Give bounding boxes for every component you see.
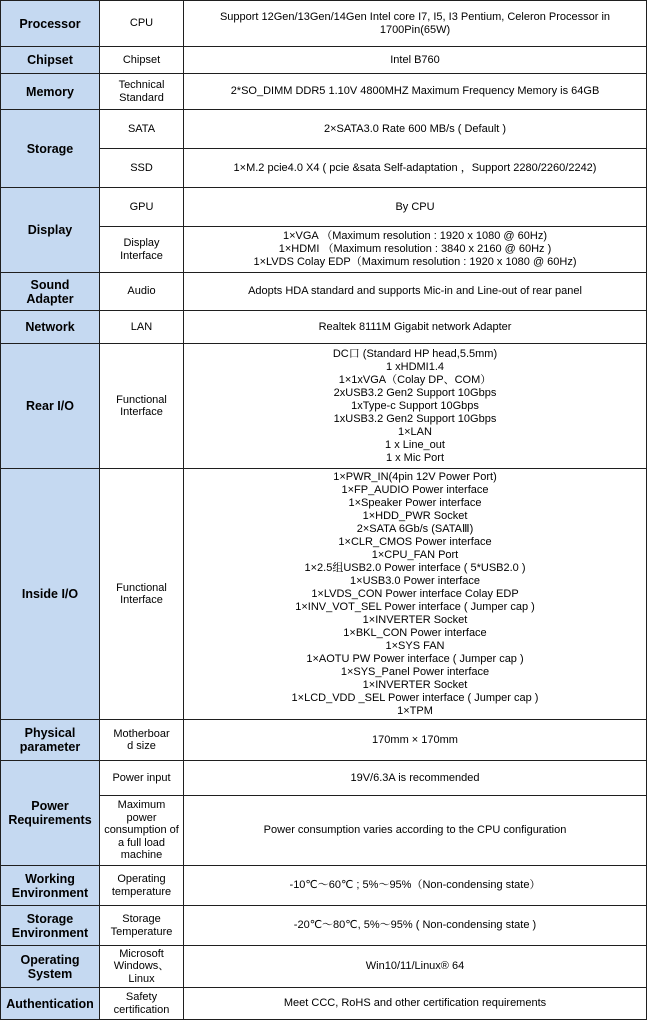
sub-line: Linux — [128, 972, 155, 985]
sub-line: a full load — [117, 836, 166, 849]
sub-chipset: Chipset — [100, 47, 184, 74]
sub-line: certification — [113, 1003, 170, 1016]
row-processor — [1, 1, 647, 47]
category-working-environment — [1, 866, 100, 906]
value-line: 2xUSB3.2 Gen2 Support 10Gbps — [333, 386, 497, 399]
value-line: 1×USB3.0 Power interface — [350, 574, 480, 587]
value-line: 1700Pin(65W) — [379, 23, 451, 36]
category-sound — [1, 273, 100, 311]
category-line: System — [27, 966, 73, 981]
value-line: 1×HDMI （Maximum resolution : 3840 x 2160 @ 60Hz ) — [278, 243, 552, 255]
value-operating-system: Win10/11/Linux® 64 — [184, 946, 647, 988]
value-line: 1×LAN — [398, 425, 432, 438]
sub-power-input: Power input — [100, 761, 184, 796]
category-storage: Storage — [1, 110, 100, 188]
value-line: 2×SATA 6Gb/s (SATAⅢ) — [356, 522, 474, 535]
sub-line: Functional — [116, 393, 167, 406]
category-chipset: Chipset — [1, 47, 100, 74]
sub-technical-standard — [100, 74, 184, 110]
value-memory: 2*SO_DIMM DDR5 1.10V 4800MHZ Maximum Frequency Memory is 64GB — [184, 74, 647, 110]
sub-line: Windows、 — [113, 960, 170, 973]
value-line: 1×LVDS_CON Power interface Colay EDP — [311, 587, 519, 600]
sub-ssd: SSD — [100, 149, 184, 188]
sub-motherboard-size — [100, 720, 184, 761]
row-working-environment — [1, 866, 647, 906]
sub-display-interface — [100, 227, 184, 273]
sub-line: machine — [120, 849, 163, 862]
category-line: Physical — [24, 726, 76, 740]
sub-line: Functional — [116, 581, 167, 594]
category-line: parameter — [19, 740, 81, 754]
category-storage-environment — [1, 906, 100, 946]
category-display: Display — [1, 188, 100, 273]
value-line: 1×FP_AUDIO Power interface — [341, 483, 489, 496]
category-line: Sound — [30, 277, 70, 292]
value-lan: Realtek 8111M Gigabit network Adapter — [184, 311, 647, 344]
value-display-interface — [184, 227, 647, 273]
value-line: DC口 (Standard HP head,5.5mm) — [332, 347, 498, 360]
row-rear-io — [1, 344, 647, 469]
category-line: Power — [31, 799, 69, 813]
sub-storage-temperature — [100, 906, 184, 946]
sub-line: Standard — [119, 91, 164, 104]
sub-line: Storage — [122, 913, 161, 925]
sub-line: power — [126, 811, 157, 824]
value-line: 1×INVERTER Socket — [362, 613, 468, 626]
row-operating-system — [1, 946, 647, 988]
value-line: 1xUSB3.2 Gen2 Support 10Gbps — [333, 412, 497, 425]
value-line: 1×2.5组USB2.0 Power interface ( 5*USB2.0 ) — [304, 561, 526, 574]
value-chipset: Intel B760 — [184, 47, 647, 74]
value-line: 1×INV_VOT_SEL Power interface ( Jumper cap ) — [295, 600, 535, 613]
value-line: 1×SYS_Panel Power interface — [340, 665, 490, 678]
category-power — [1, 761, 100, 866]
row-authentication — [1, 988, 647, 1020]
value-line: 1 x Line_out — [385, 438, 445, 451]
category-line: Environment — [11, 885, 89, 900]
value-line: Support 12Gen/13Gen/14Gen Intel core I7, I5, I3 Pentium, Celeron Processor in — [219, 10, 611, 23]
sub-audio: Audio — [100, 273, 184, 311]
value-audio: Adopts HDA standard and supports Mic-in and Line-out of rear panel — [184, 273, 647, 311]
row-memory — [1, 74, 647, 110]
value-power-input: 19V/6.3A is recommended — [184, 761, 647, 796]
value-line: 1×SYS FAN — [385, 639, 445, 652]
sub-lan: LAN — [100, 311, 184, 344]
value-line: 1 x Mic Port — [385, 451, 445, 464]
value-sata: 2×SATA3.0 Rate 600 MB/s ( Default ) — [184, 110, 647, 149]
sub-safety-certification — [100, 988, 184, 1020]
row-power-input — [1, 761, 647, 796]
value-authentication: Meet CCC, RoHS and other certification requirements — [184, 988, 647, 1020]
sub-line: Microsoft — [119, 947, 164, 960]
value-line: 1×1xVGA（Colay DP、COM） — [338, 373, 492, 386]
sub-line: Interface — [120, 249, 163, 262]
category-line: Environment — [11, 925, 89, 940]
value-line: 1×BKL_CON Power interface — [343, 626, 487, 639]
category-line: Adapter — [26, 291, 74, 306]
sub-line: Interface — [120, 594, 163, 606]
value-line: 1×VGA （Maximum resolution : 1920 x 1080 @ 60Hz) — [283, 230, 547, 242]
row-storage-environment — [1, 906, 647, 946]
value-motherboard-size: 170mm × 170mm — [184, 720, 647, 761]
value-cpu — [184, 1, 647, 47]
sub-line: d size — [127, 740, 156, 752]
row-network — [1, 311, 647, 344]
value-rear-io — [184, 344, 647, 469]
row-sound — [1, 273, 647, 311]
value-line: 1×TPM — [397, 704, 433, 717]
category-line: Operating — [20, 952, 80, 967]
sub-line: Safety — [125, 991, 158, 1003]
category-operating-system — [1, 946, 100, 988]
value-line: 1×CLR_CMOS Power interface — [338, 535, 492, 548]
category-rear-io: Rear I/O — [1, 344, 100, 469]
category-authentication: Authentication — [1, 988, 100, 1020]
sub-max-power-consumption — [100, 796, 184, 866]
category-line: Storage — [26, 911, 74, 926]
value-max-power-consumption: Power consumption varies according to the CPU configuration — [184, 796, 647, 866]
value-ssd: 1×M.2 pcie4.0 X4 ( pcie &sata Self-adaptation ，Support 2280/2260/2242) — [184, 149, 647, 188]
sub-gpu: GPU — [100, 188, 184, 227]
sub-sata: SATA — [100, 110, 184, 149]
category-inside-io: Inside I/O — [1, 469, 100, 720]
sub-line: Operating — [117, 873, 166, 885]
value-inside-io — [184, 469, 647, 720]
value-line: 1×LVDS Colay EDP（Maximum resolution : 1920 x 1080 @ 60Hz) — [253, 256, 577, 268]
sub-operating-temperature — [100, 866, 184, 906]
value-line: 1×INVERTER Socket — [362, 678, 468, 691]
sub-functional-interface — [100, 344, 184, 469]
sub-line: Interface — [120, 406, 163, 418]
category-network: Network — [1, 311, 100, 344]
category-processor: Processor — [1, 1, 100, 47]
value-line: 1×HDD_PWR Socket — [362, 509, 468, 522]
value-line: 1×Speaker Power interface — [348, 496, 482, 509]
sub-cpu: CPU — [100, 1, 184, 47]
category-line: Working — [25, 871, 75, 886]
row-inside-io — [1, 469, 647, 720]
sub-line: Technical — [118, 79, 165, 91]
category-physical — [1, 720, 100, 761]
sub-line: Maximum — [117, 799, 166, 812]
row-physical — [1, 720, 647, 761]
sub-functional-interface — [100, 469, 184, 720]
row-chipset — [1, 47, 647, 74]
sub-line: Display — [123, 237, 160, 249]
sub-line: temperature — [111, 885, 172, 898]
value-gpu: By CPU — [184, 188, 647, 227]
value-line: 1xType-c Support 10Gbps — [351, 399, 479, 412]
sub-line: Temperature — [110, 925, 173, 938]
sub-line: Motherboar — [113, 727, 170, 740]
category-line: Requirements — [8, 813, 92, 827]
row-display-gpu — [1, 188, 647, 227]
category-memory: Memory — [1, 74, 100, 110]
value-operating-temperature: -10℃～60℃ ; 5%～95%（Non-condensing state） — [184, 866, 647, 906]
value-storage-temperature: -20℃～80℃, 5%～95% ( Non-condensing state ) — [184, 906, 647, 946]
value-line: 1×CPU_FAN Port — [371, 548, 459, 561]
value-line: 1×PWR_IN(4pin 12V Power Port) — [333, 470, 497, 483]
sub-os-list — [100, 946, 184, 988]
value-line: 1×LCD_VDD _SEL Power interface ( Jumper cap ) — [291, 691, 539, 704]
value-line: 1 xHDMI1.4 — [385, 360, 445, 373]
row-storage-sata — [1, 110, 647, 149]
sub-line: consumption of — [104, 824, 179, 837]
value-line: 1×AOTU PW Power interface ( Jumper cap ) — [306, 652, 524, 665]
